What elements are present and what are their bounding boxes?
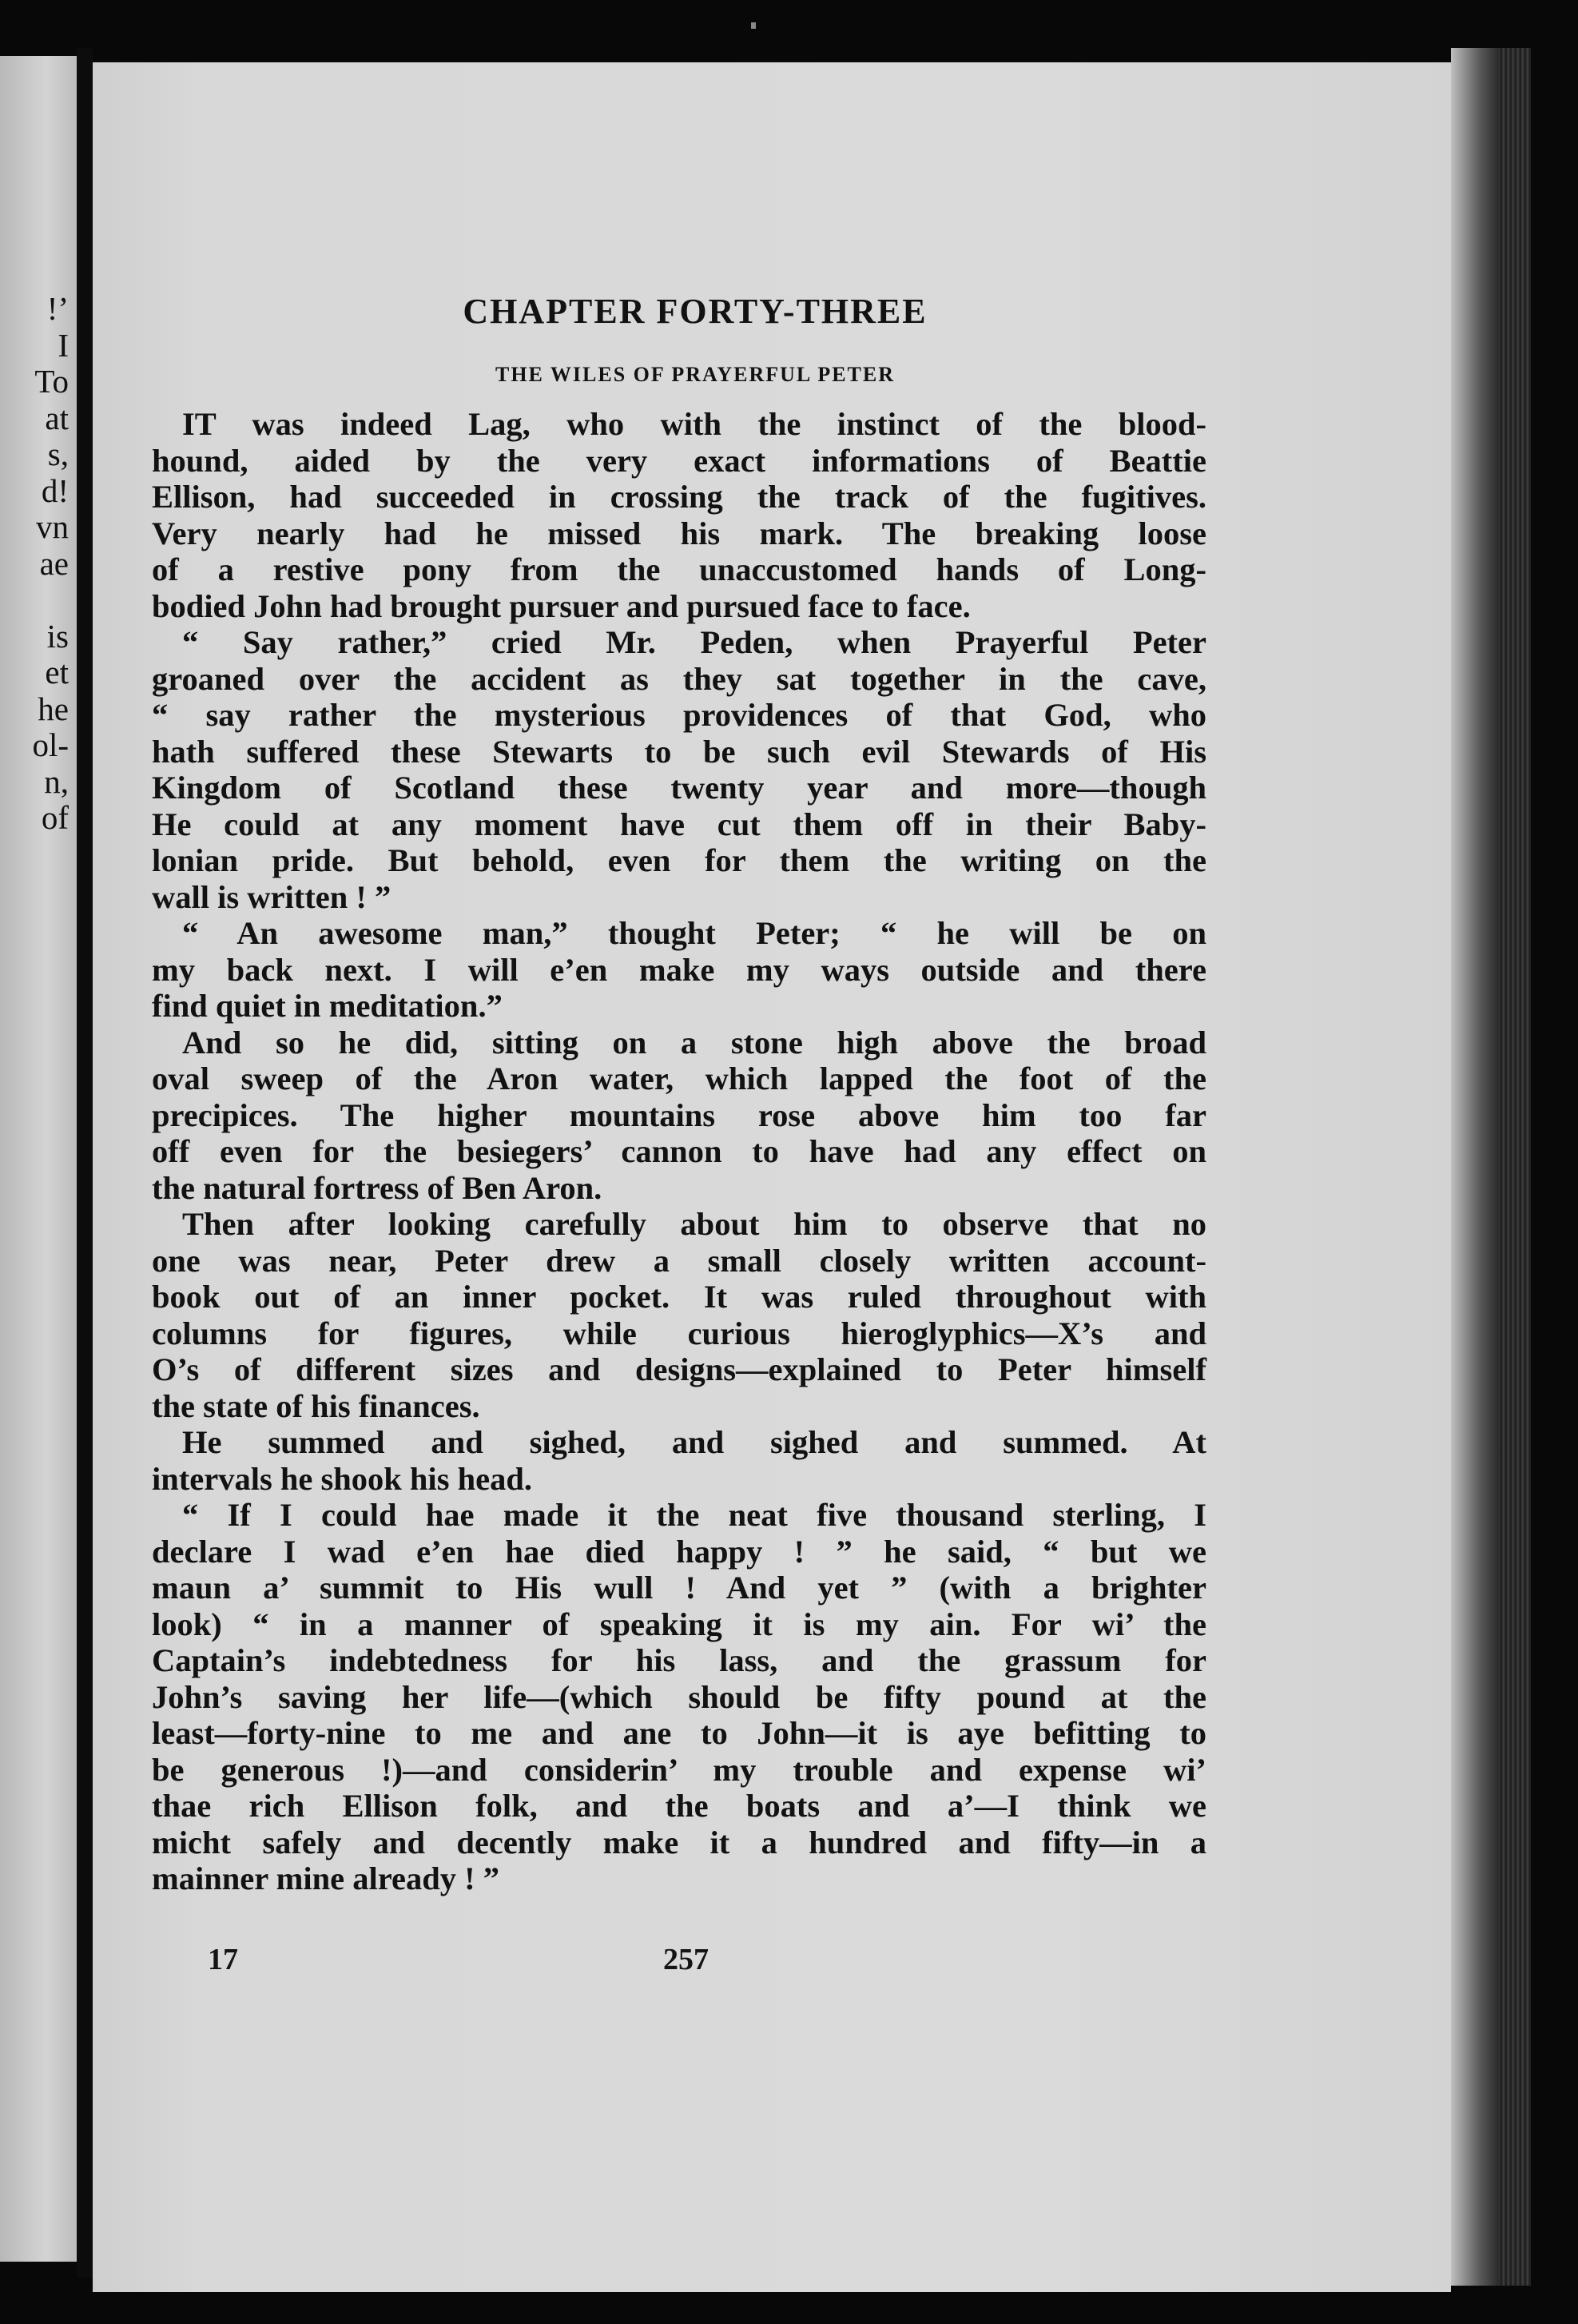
text-line: hath suffered these Stewarts to be such evil Stewards of His <box>152 733 1206 770</box>
text-line: oval sweep of the Aron water, which lapped the foot of the <box>152 1061 1206 1096</box>
text-line: look) “ in a manner of speaking it is my ain. For wi’ the <box>152 1606 1206 1642</box>
scan-speck <box>751 22 756 29</box>
text-line: Then after looking carefully about him to observe that no <box>182 1206 1206 1242</box>
text-line: declare I wad e’en hae died happy ! ” he said, “ but we <box>152 1533 1206 1570</box>
paragraph <box>152 1497 1206 1897</box>
left-page-fragment: I <box>58 326 69 364</box>
text-line: O’s of different sizes and designs—explained to Peter himself <box>152 1351 1206 1387</box>
text-line: of a restive pony from the unaccustomed hands of Long- <box>152 551 1206 587</box>
text-line: “ say rather the mysterious providences of that God, who <box>152 697 1206 733</box>
text-line: the natural fortress of Ben Aron. <box>152 1169 602 1206</box>
page-edge-shadow <box>1451 48 1499 2286</box>
text-line: maun a’ summit to His wull ! And yet ” (with a brighter <box>152 1570 1206 1606</box>
text-line: Kingdom of Scotland these twenty year and more—though <box>152 770 1206 806</box>
text-line: IT was indeed Lag, who with the instinct of the blood- <box>182 406 1206 442</box>
text-line: wall is written ! ” <box>152 878 392 915</box>
left-page-fragment: ol- <box>32 726 69 763</box>
left-page-fragment: of <box>41 799 69 836</box>
left-page-fragment: is <box>46 617 69 655</box>
text-line: be generous !)—and considerin’ my trouble and expense wi’ <box>152 1751 1206 1788</box>
text-line: Ellison, had succeeded in crossing the track of the fugitives. <box>152 479 1206 515</box>
text-line: John’s saving her life—(which should be fifty pound at the <box>152 1678 1206 1715</box>
book-gutter <box>77 48 93 2278</box>
left-page-fragment: ae <box>39 544 69 582</box>
paragraph <box>152 1206 1206 1424</box>
text-line: my back next. I will e’en make my ways outside and there <box>152 951 1206 988</box>
left-page-text-fragments <box>0 291 69 837</box>
left-page-fragment: at <box>45 399 69 436</box>
text-line: hound, aided by the very exact informations of Beattie <box>152 442 1206 479</box>
paragraph <box>152 624 1206 915</box>
text-line: micht safely and decently make it a hundred and fifty—in a <box>152 1824 1206 1860</box>
text-line: mainner mine already ! ” <box>152 1860 499 1896</box>
paragraph <box>152 1424 1206 1497</box>
text-line: Captain’s indebtedness for his lass, and the grassum for <box>152 1642 1206 1678</box>
text-line: one was near, Peter drew a small closely written account- <box>152 1242 1206 1279</box>
text-line: find quiet in meditation.” <box>152 988 503 1024</box>
text-line: bodied John had brought pursuer and pursued face to face. <box>152 587 971 624</box>
page-text-block <box>152 288 1206 1897</box>
left-page-fragment: s, <box>47 436 69 472</box>
left-page-fragment: et <box>45 654 69 690</box>
left-page-fragment: !’ <box>46 291 69 327</box>
text-line: book out of an inner pocket. It was ruled throughout with <box>152 1279 1206 1315</box>
text-line: thae rich Ellison folk, and the boats and a’—I think we <box>152 1788 1206 1824</box>
text-line: “ Say rather,” cried Mr. Peden, when Prayerful Peter <box>182 624 1206 660</box>
text-line: the state of his finances. <box>152 1387 480 1424</box>
chapter-subtitle: THE WILES OF PRAYERFUL PETER <box>495 363 896 386</box>
paragraph <box>152 915 1206 1025</box>
page-number: 257 <box>663 1943 709 1976</box>
text-line: groaned over the accident as they sat together in the cave, <box>152 660 1206 697</box>
text-line: “ If I could hae made it the neat five thousand sterling, I <box>182 1497 1206 1533</box>
text-line: precipices. The higher mountains rose above him too far <box>152 1096 1206 1133</box>
text-line: “ An awesome man,” thought Peter; “ he will be on <box>182 915 1206 951</box>
page-stack-edges <box>1499 48 1531 2286</box>
paragraph <box>152 1025 1206 1207</box>
text-line: Very nearly had he missed his mark. The breaking loose <box>152 515 1206 551</box>
left-page-fragment: vn <box>36 508 69 545</box>
text-line: He could at any moment have cut them off in their Baby- <box>152 806 1206 842</box>
text-line: intervals he shook his head. <box>152 1460 532 1497</box>
text-line: columns for figures, while curious hieroglyphics—X’s and <box>152 1315 1206 1351</box>
signature-mark: 17 <box>208 1943 238 1976</box>
text-line: least—forty-nine to me and ane to John—it is aye befitting to <box>152 1715 1206 1751</box>
left-page-fragment: d! <box>41 472 69 509</box>
text-line: And so he did, sitting on a stone high above the broad <box>182 1024 1206 1061</box>
left-page-fragment: n, <box>44 762 69 800</box>
text-line: He summed and sighed, and sighed and summed. At <box>182 1424 1206 1460</box>
left-page-fragment <box>0 582 69 619</box>
chapter-heading: CHAPTER FORTY-THREE <box>463 292 928 331</box>
chapter-body <box>152 406 1206 1897</box>
paragraph <box>152 406 1206 624</box>
text-line: lonian pride. But behold, even for them the writing on the <box>152 842 1206 878</box>
text-line: off even for the besiegers’ cannon to have had any effect on <box>152 1133 1206 1169</box>
left-page-fragment: he <box>38 690 69 727</box>
left-page-fragment: To <box>34 363 69 400</box>
